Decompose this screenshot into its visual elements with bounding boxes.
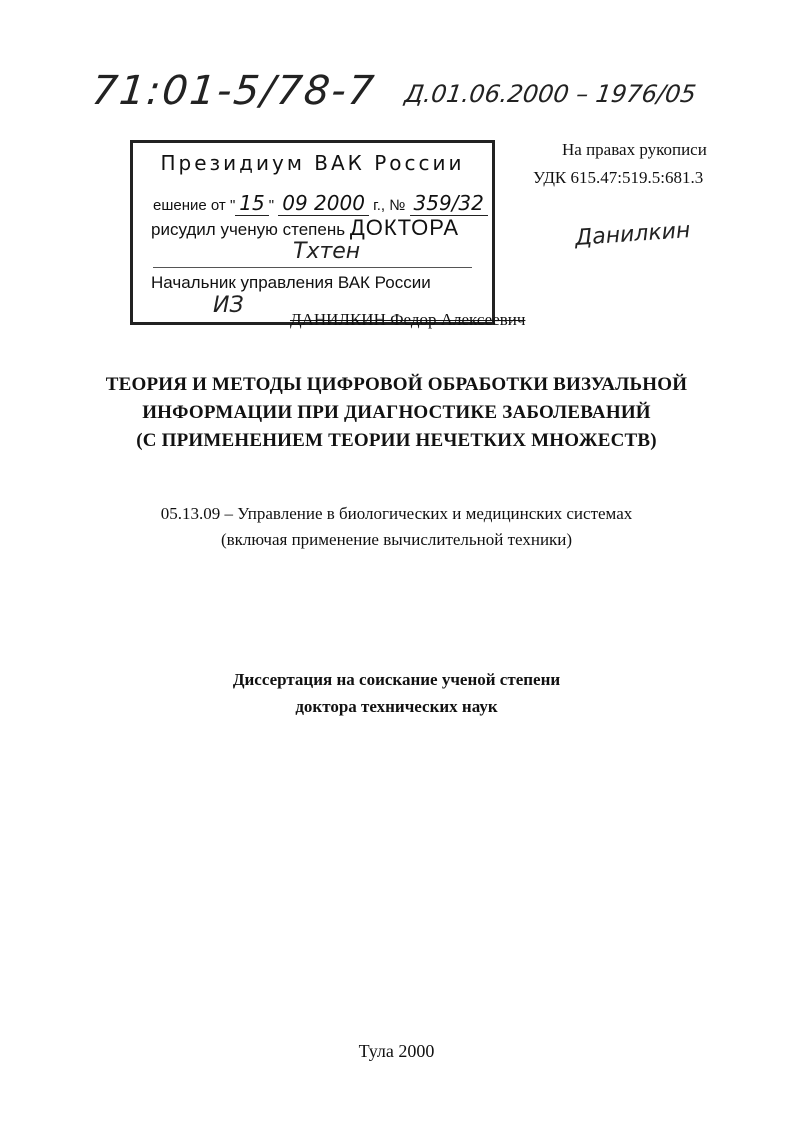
stamp-awarded-degree: ДОКТОРА bbox=[349, 215, 460, 240]
title-line-1: ТЕОРИЯ И МЕТОДЫ ЦИФРОВОЙ ОБРАБОТКИ ВИЗУАЛЬНОЙ bbox=[105, 374, 688, 395]
vak-stamp bbox=[130, 140, 495, 325]
stamp-awarded bbox=[151, 215, 492, 241]
stamp-decision-month-year: 09 2000 bbox=[278, 191, 369, 216]
title-line-3: (С ПРИМЕНЕНИЕМ ТЕОРИИ НЕЧЕТКИХ МНОЖЕСТВ) bbox=[136, 430, 657, 451]
archive-number: 71:01-5/78-7 bbox=[89, 68, 378, 114]
udk-code: УДК 615.47:519.5:681.3 bbox=[533, 168, 704, 187]
rights-notice: На правах рукописи bbox=[562, 140, 707, 159]
dissertation-line-2: доктора технических наук bbox=[295, 697, 498, 716]
stamp-decision-quote: " bbox=[268, 197, 275, 214]
stamp-decision-day: 15 bbox=[235, 191, 268, 216]
stamp-divider bbox=[153, 267, 472, 268]
dissertation-line-1: Диссертация на соискание ученой степени bbox=[232, 670, 561, 689]
stamp-awarded-text: рисудил ученую степень bbox=[151, 220, 346, 239]
specialty-line-2: (включая применение вычислительной техники) bbox=[220, 530, 573, 549]
specialty-line-1: 05.13.09 – Управление в биологических и медицинских системах bbox=[160, 504, 633, 523]
archive-date: Д.01.06.2000 – 1976/05 bbox=[403, 80, 698, 108]
stamp-signature: Тхтен bbox=[293, 239, 361, 264]
stamp-decision bbox=[153, 191, 492, 215]
city-year: Тула 2000 bbox=[358, 1041, 435, 1061]
stamp-head: Начальник управления ВАК России bbox=[151, 273, 431, 292]
stamp-decision-number: 359/32 bbox=[410, 191, 488, 216]
author-name: ДАНИЛКИН Федор Алексеевич bbox=[290, 310, 526, 329]
author-signature: Данилкин bbox=[574, 218, 692, 251]
stamp-decision-year-label: г., № bbox=[373, 197, 406, 214]
stamp-title: Президиум ВАК России bbox=[160, 151, 465, 175]
title-line-2: ИНФОРМАЦИИ ПРИ ДИАГНОСТИКЕ ЗАБОЛЕВАНИЙ bbox=[142, 402, 651, 423]
stamp-decision-prefix: ешение от " bbox=[153, 197, 236, 214]
stamp-initials: ИЗ bbox=[213, 293, 244, 318]
